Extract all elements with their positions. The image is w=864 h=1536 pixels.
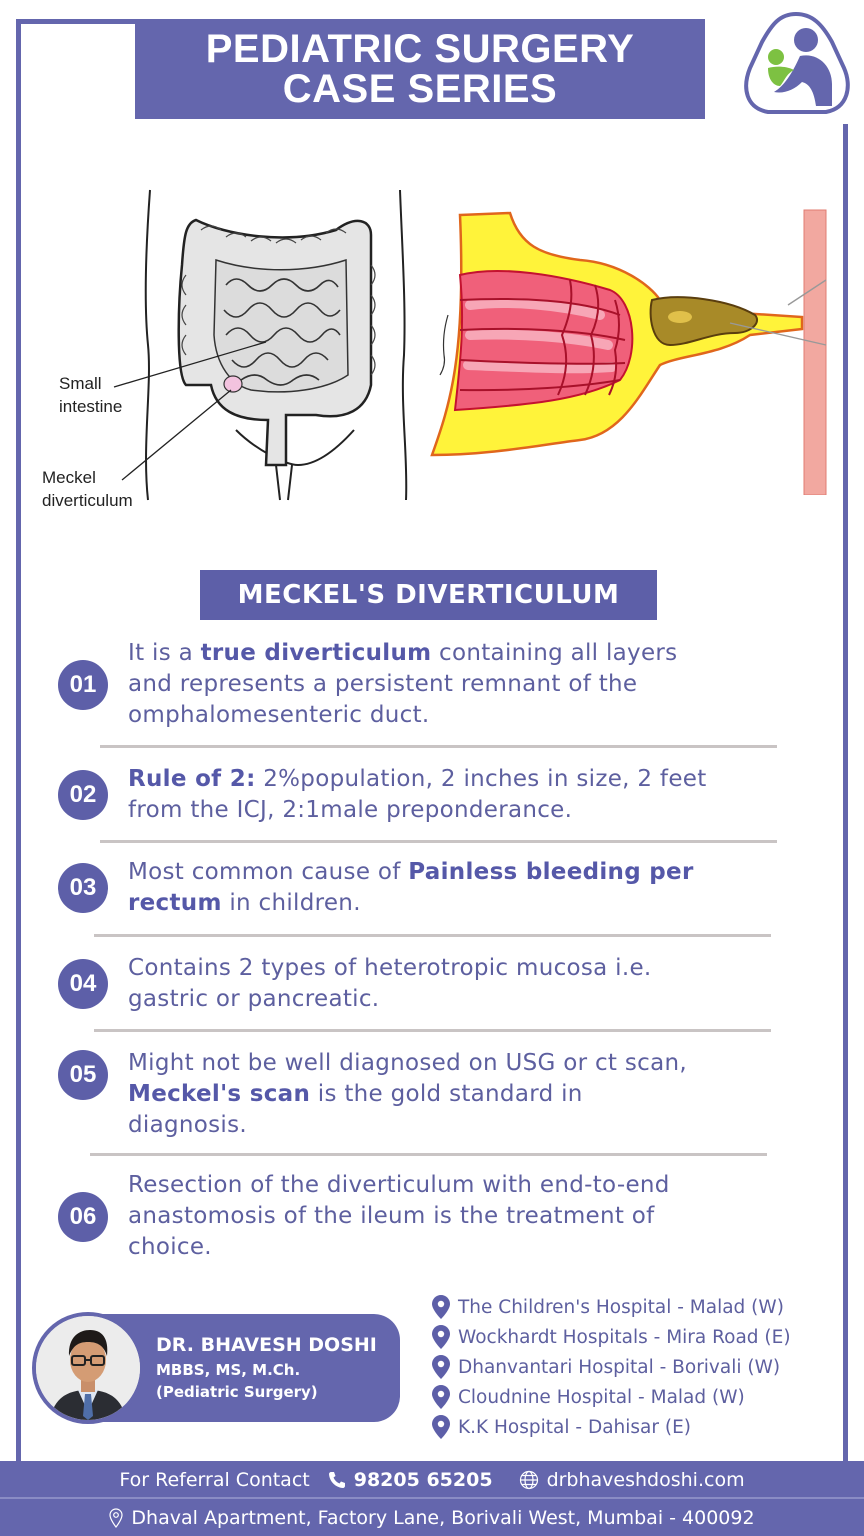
text-segment: Most common cause of: [128, 859, 409, 885]
point-text: [128, 953, 652, 1015]
intestine-illustration-icon: [36, 185, 426, 515]
point-text: [128, 1048, 687, 1141]
bold-segment: Meckel's scan: [128, 1081, 311, 1107]
text-segment: in children.: [221, 890, 361, 916]
point-item-05: [58, 1048, 818, 1141]
divider: [100, 745, 777, 748]
title-line-2: CASE SERIES: [282, 67, 558, 111]
footer-contact-row: [0, 1462, 864, 1497]
phone-link[interactable]: [328, 1469, 493, 1491]
website-link[interactable]: [519, 1469, 745, 1491]
point-number-badge: 05: [58, 1050, 108, 1100]
text-line: Contains 2 types of heterotropic mucosa i.e.: [128, 955, 652, 981]
location-pin-icon: [432, 1325, 450, 1349]
point-number-badge: 06: [58, 1192, 108, 1242]
phone-icon: [328, 1471, 346, 1489]
point-number-badge: 01: [58, 660, 108, 710]
location-pin-icon: [432, 1385, 450, 1409]
point-item-01: [58, 638, 818, 731]
text-line: choice.: [128, 1234, 212, 1260]
point-number-badge: 04: [58, 959, 108, 1009]
ileum-diverticulum-illustration-icon: [430, 205, 840, 495]
doctor-specialty: (Pediatric Surgery): [156, 1383, 318, 1401]
doctor-qualification: MBBS, MS, M.Ch.: [156, 1361, 301, 1379]
point-item-04: [58, 953, 818, 1015]
label-small-intestine-2: intestine: [59, 397, 123, 416]
hospital-item: [432, 1292, 791, 1322]
hospital-item: [432, 1322, 791, 1352]
hospital-name: Wockhardt Hospitals - Mira Road (E): [458, 1326, 791, 1348]
text-line: Might not be well diagnosed on USG or ct scan,: [128, 1050, 687, 1076]
hospital-name: Cloudnine Hospital - Malad (W): [458, 1386, 745, 1408]
mother-child-logo-icon: [740, 10, 852, 116]
point-text: [128, 1170, 670, 1263]
text-segment: containing all layers: [431, 640, 678, 666]
text-line: omphalomesenteric duct.: [128, 702, 430, 728]
section-title: MECKEL'S DIVERTICULUM: [200, 570, 657, 620]
divider: [94, 1029, 771, 1032]
text-line: from the ICJ, 2:1male preponderance.: [128, 797, 573, 823]
website-url: drbhaveshdoshi.com: [546, 1468, 745, 1491]
point-item-06: [58, 1170, 818, 1263]
text-segment: 2%population, 2 inches in size, 2 feet: [255, 766, 707, 792]
doctor-photo: [32, 1312, 144, 1424]
text-segment: is the gold standard in: [310, 1081, 583, 1107]
title-line-1: PEDIATRIC SURGERY: [205, 27, 635, 71]
point-item-02: [58, 764, 818, 826]
hospital-item: [432, 1412, 791, 1442]
text-segment: It is a: [128, 640, 201, 666]
point-number-badge: 02: [58, 770, 108, 820]
hospital-item: [432, 1382, 791, 1412]
globe-icon: [519, 1470, 539, 1490]
text-line: diagnosis.: [128, 1112, 247, 1138]
location-pin-icon: [432, 1415, 450, 1439]
divider: [90, 1153, 767, 1156]
text-line: and represents a persistent remnant of the: [128, 671, 638, 697]
bold-segment: true diverticulum: [200, 640, 432, 666]
doctor-name: DR. BHAVESH DOSHI: [156, 1334, 377, 1356]
frame-border-right: [843, 124, 848, 1461]
frame-border-top: [16, 19, 138, 24]
bold-segment: rectum: [128, 890, 222, 916]
clinic-address: Dhaval Apartment, Factory Lane, Borivali West, Mumbai - 400092: [131, 1506, 755, 1529]
frame-border-left: [16, 19, 21, 1461]
text-line: gastric or pancreatic.: [128, 986, 380, 1012]
point-text: [128, 764, 707, 826]
divider: [94, 934, 771, 937]
location-pin-icon: [432, 1295, 450, 1319]
footer-address-row: [0, 1499, 864, 1536]
hospital-list: [432, 1292, 791, 1442]
hospital-name: K.K Hospital - Dahisar (E): [458, 1416, 691, 1438]
label-small-intestine-1: Small: [59, 374, 102, 393]
referral-label: For Referral Contact: [119, 1468, 310, 1491]
text-line: Resection of the diverticulum with end-to-end: [128, 1172, 670, 1198]
phone-number: 98205 65205: [353, 1468, 493, 1491]
meckel-anatomy-drawing: [430, 205, 840, 495]
divider: [100, 840, 777, 843]
text-line: anastomosis of the ileum is the treatment of: [128, 1203, 655, 1229]
label-meckel-1: Meckel: [42, 468, 96, 487]
hospital-name: The Children's Hospital - Malad (W): [458, 1296, 784, 1318]
hospital-name: Dhanvantari Hospital - Borivali (W): [458, 1356, 781, 1378]
location-outline-icon: [109, 1508, 123, 1528]
intestine-diagram: [36, 185, 426, 515]
page-title: [135, 19, 705, 119]
location-pin-icon: [432, 1355, 450, 1379]
point-item-03: [58, 857, 818, 919]
hospital-item: [432, 1352, 791, 1382]
bold-segment: Rule of 2:: [128, 766, 256, 792]
point-text: [128, 857, 694, 919]
label-meckel-2: diverticulum: [42, 491, 133, 510]
point-number-badge: 03: [58, 863, 108, 913]
bold-segment: Painless bleeding per: [408, 859, 694, 885]
doctor-portrait-icon: [36, 1316, 140, 1420]
point-text: [128, 638, 677, 731]
